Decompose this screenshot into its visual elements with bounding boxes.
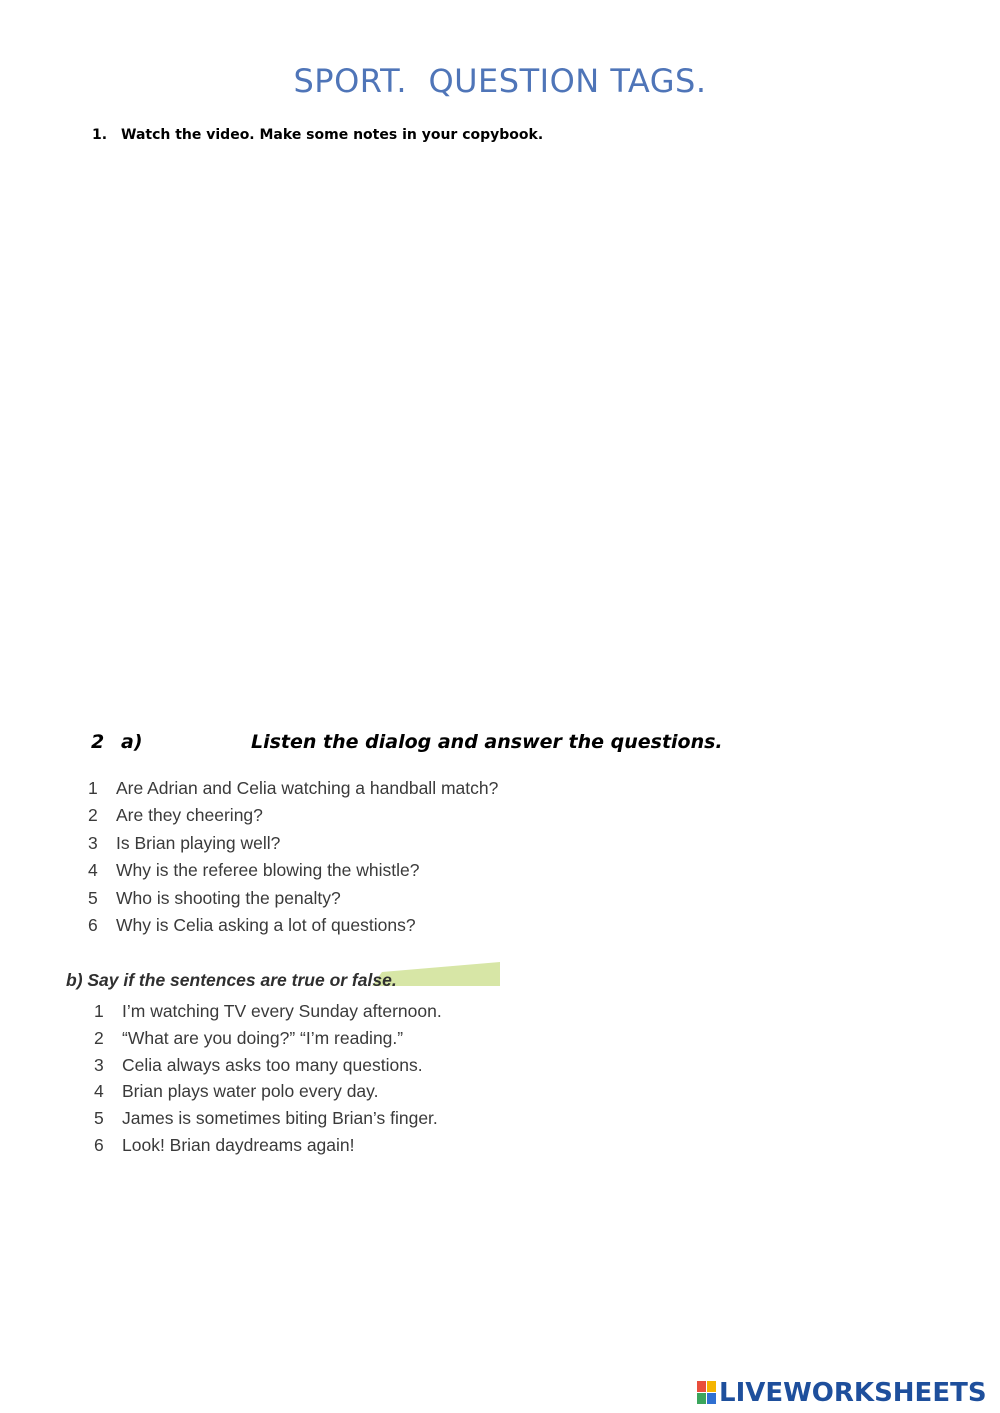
task-2b-heading: b) Say if the sentences are true or false. bbox=[66, 970, 397, 990]
task-1-instruction bbox=[92, 127, 543, 143]
list-item: 6 Look! Brian daydreams again! bbox=[94, 1134, 355, 1155]
list-item: 5 Who is shooting the penalty? bbox=[88, 887, 341, 908]
liveworksheets-logo-icon bbox=[697, 1381, 717, 1405]
list-item: 6 Why is Celia asking a lot of questions? bbox=[88, 914, 416, 935]
task-1-text: Watch the video. Make some notes in your copybook. bbox=[121, 127, 544, 143]
task-2-number: 2 bbox=[91, 731, 105, 753]
list-item: 3 Is Brian playing well? bbox=[88, 832, 281, 853]
list-item: 2 “What are you doing?” “I’m reading.” bbox=[94, 1027, 404, 1048]
task-1-number: 1. bbox=[92, 127, 108, 143]
liveworksheets-logo[interactable] bbox=[697, 1378, 987, 1408]
task-2a-question-list bbox=[86, 776, 498, 940]
logo-text: LIVEWORKSHEETS bbox=[719, 1378, 987, 1408]
task-2a-part: a) bbox=[121, 731, 143, 753]
task-2a-instruction: Listen the dialog and answer the questions. bbox=[251, 731, 723, 753]
page-title: SPORT. QUESTION TAGS. bbox=[293, 62, 707, 100]
list-item: 4 Why is the referee blowing the whistle? bbox=[88, 860, 420, 881]
list-item: 4 Brian plays water polo every day. bbox=[94, 1081, 379, 1102]
list-item: 3 Celia always asks too many questions. bbox=[94, 1054, 423, 1075]
list-item: 2 Are they cheering? bbox=[88, 805, 263, 826]
list-item: 5 James is sometimes biting Brian’s finger. bbox=[94, 1108, 438, 1129]
list-item: 1 I’m watching TV every Sunday afternoon. bbox=[94, 1001, 442, 1021]
task-2b-sentence-list bbox=[94, 999, 442, 1160]
list-item: 1 Are Adrian and Celia watching a handball match? bbox=[88, 778, 499, 798]
